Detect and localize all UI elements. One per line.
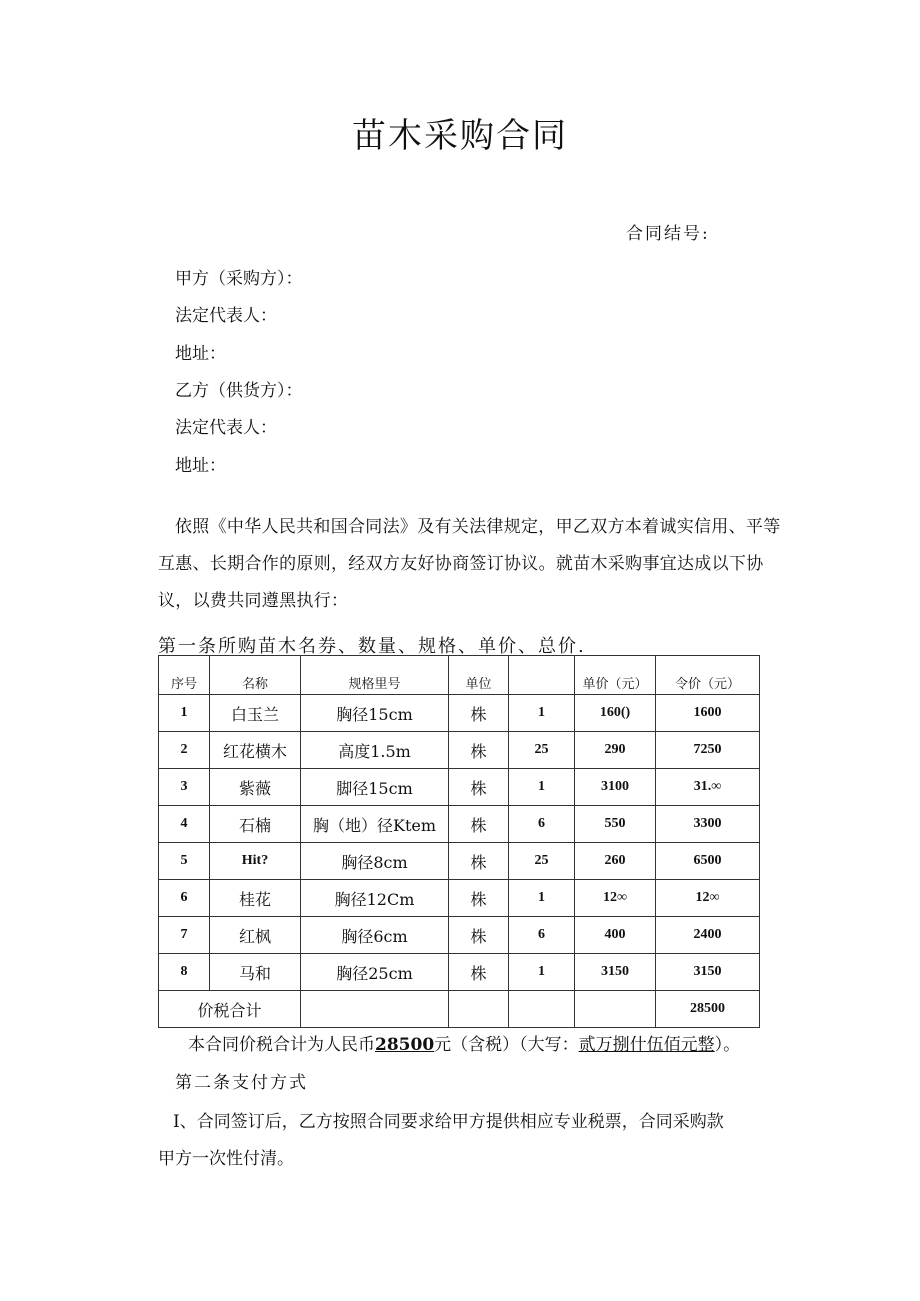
empty-cell [509,991,575,1028]
cell-spec: 胸径12Cm [301,880,449,917]
article-1-title: 第一条所购苗木名券、数量、规格、单价、总价. [158,636,586,657]
document-title: 苗木采购合同 [352,116,568,156]
table-row [159,880,760,917]
cell-spec: 胸径8cm [301,843,449,880]
cell-quantity: 6 [509,806,575,843]
party-b-address-label: 地址： [175,456,226,476]
cell-unit: 株 [449,769,509,806]
summary-amount: 28500 [375,1035,435,1055]
cell-index: 3 [159,769,210,806]
cell-unit-price: 3100 [575,769,656,806]
summary-amount-in-words: 贰万捌什伍佰元整 [578,1035,715,1055]
payment-clause-line-2: 甲方一次性付清。 [158,1149,294,1169]
cell-spec: 高度1.5m [301,732,449,769]
cell-unit: 株 [449,806,509,843]
summary-middle: 元（含税）（大写： [434,1035,579,1055]
article-2-title: 第二条支付方式 [175,1073,308,1093]
cell-unit-price: 3150 [575,954,656,991]
cell-unit-price: 550 [575,806,656,843]
cell-spec: 胸（地）径Ktem [301,806,449,843]
cell-unit: 株 [449,843,509,880]
table-row [159,843,760,880]
header-total-price: 令价（元） [656,656,760,695]
cell-index: 1 [159,695,210,732]
cell-unit-price: 290 [575,732,656,769]
party-b-label: 乙方（供货方）： [175,381,303,401]
table-row [159,769,760,806]
table-row [159,695,760,732]
cell-name: Hit? [210,843,301,880]
table-total-row [159,991,760,1028]
cell-unit-price: 260 [575,843,656,880]
empty-cell [575,991,656,1028]
cell-unit-price: 400 [575,917,656,954]
party-a-label: 甲方（采购方）： [175,269,303,289]
cell-index: 7 [159,917,210,954]
cell-quantity: 1 [509,954,575,991]
empty-cell [301,991,449,1028]
cell-index: 2 [159,732,210,769]
empty-cell [449,991,509,1028]
cell-quantity: 25 [509,843,575,880]
header-name: 名称 [210,656,301,695]
cell-unit: 株 [449,695,509,732]
payment-clause-line-1: I、合同签订后，乙方按照合同要求给甲方提供相应专业税票，合同采购款 [173,1112,724,1132]
cell-quantity: 1 [509,695,575,732]
cell-name: 桂花 [210,880,301,917]
cell-unit: 株 [449,954,509,991]
nursery-stock-table [158,655,760,1028]
cell-spec: 脚径15cm [301,769,449,806]
cell-name: 马和 [210,954,301,991]
cell-name: 白玉兰 [210,695,301,732]
cell-name: 红枫 [210,917,301,954]
header-unit: 单位 [449,656,509,695]
header-quantity [509,656,575,695]
cell-index: 5 [159,843,210,880]
party-b-representative-label: 法定代表人： [175,418,277,438]
cell-quantity: 6 [509,917,575,954]
party-a-representative-label: 法定代表人： [175,306,277,326]
cell-name: 红花横木 [210,732,301,769]
cell-spec: 胸径15cm [301,695,449,732]
cell-total-price: 2400 [656,917,760,954]
party-a-address-label: 地址： [175,344,226,364]
summary-prefix: 本合同价税合计为人民币 [188,1035,375,1055]
contract-total-summary [188,1030,740,1055]
summary-suffix: ）。 [714,1035,741,1055]
cell-total-price: 12∞ [656,880,760,917]
cell-total-price: 6500 [656,843,760,880]
cell-total-price: 3300 [656,806,760,843]
cell-quantity: 25 [509,732,575,769]
table-header-row [159,656,760,695]
cell-total-price: 3150 [656,954,760,991]
cell-unit: 株 [449,732,509,769]
header-unit-price: 单价（元） [575,656,656,695]
table-row [159,732,760,769]
table-row [159,954,760,991]
cell-spec: 胸径25cm [301,954,449,991]
cell-spec: 胸径6cm [301,917,449,954]
cell-index: 6 [159,880,210,917]
cell-unit: 株 [449,917,509,954]
cell-index: 8 [159,954,210,991]
cell-total-price: 7250 [656,732,760,769]
total-value: 28500 [656,991,760,1028]
cell-unit-price: 12∞ [575,880,656,917]
cell-total-price: 31.∞ [656,769,760,806]
cell-quantity: 1 [509,880,575,917]
header-spec: 规格里号 [301,656,449,695]
cell-name: 紫薇 [210,769,301,806]
cell-quantity: 1 [509,769,575,806]
cell-unit-price: 160() [575,695,656,732]
table-row [159,806,760,843]
total-label: 价税合计 [159,991,301,1028]
cell-total-price: 1600 [656,695,760,732]
contract-number-label: 合同结号: [626,224,710,244]
intro-paragraph: 依照《中华人民共和国合同法》及有关法律规定，甲乙双方本着诚实信用、平等互惠、长期合作的原则，经双方友好协商签订协议。就苗木采购事宜达成以下协议，以费共同遵黑执行： [158,517,781,611]
cell-index: 4 [159,806,210,843]
cell-unit: 株 [449,880,509,917]
header-index: 序号 [159,656,210,695]
cell-name: 石楠 [210,806,301,843]
table-row [159,917,760,954]
